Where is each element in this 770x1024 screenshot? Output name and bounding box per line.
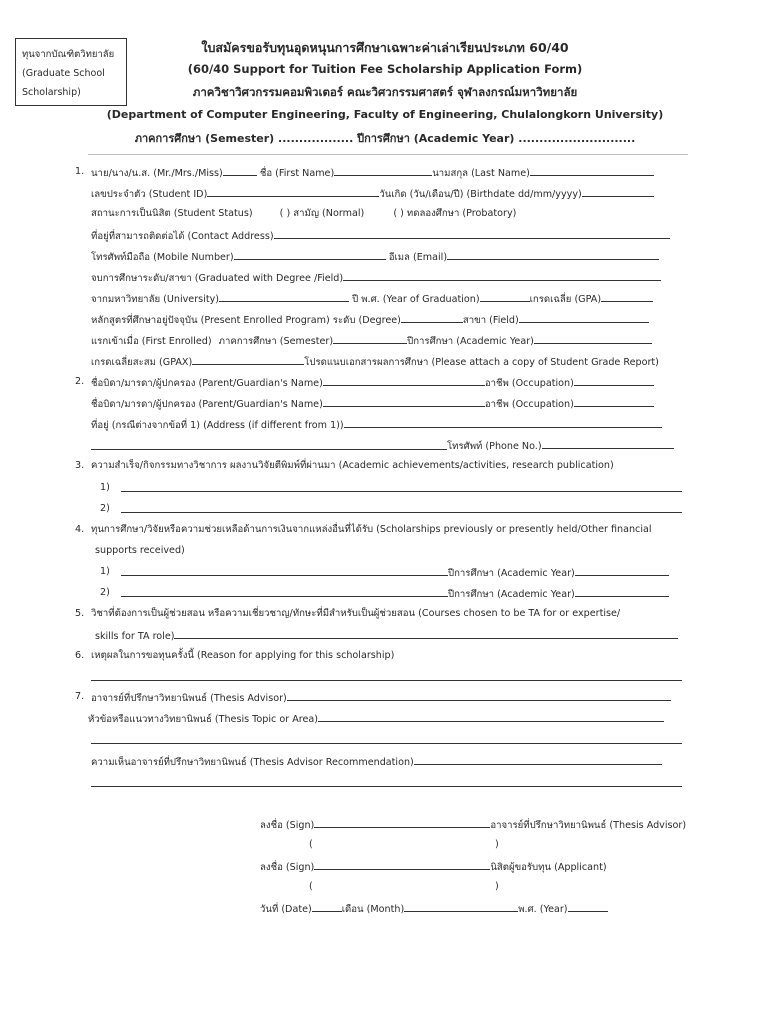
- birthdate-label: วันเกิด (วัน/เดือน/ปี) (Birthdate dd/mm/yyyy): [379, 189, 582, 200]
- ta-field[interactable]: [174, 629, 678, 639]
- last-name-label: นามสกุล (Last Name): [432, 168, 530, 179]
- scholarship-year-label: ปีการศึกษา (Academic Year): [448, 589, 575, 600]
- section-number: 4.: [75, 524, 85, 535]
- attach-note: โปรดแนบเอกสารผลการศึกษา (Please attach a copy of Student Grade Report): [304, 357, 659, 368]
- scholarship-year-row: [448, 587, 669, 599]
- advisor-field[interactable]: [287, 691, 671, 701]
- scholarship-year-field-1[interactable]: [575, 566, 669, 576]
- student-id-label: เลขประจำตัว (Student ID): [91, 189, 208, 200]
- parent2-row: [91, 397, 654, 409]
- program-row: [91, 313, 649, 325]
- section-number: 5.: [75, 608, 85, 619]
- mobile-label: โทรศัพท์มือถือ (Mobile Number): [91, 252, 234, 263]
- year-label: พ.ศ. (Year): [518, 904, 568, 915]
- paren-close: ): [495, 839, 499, 850]
- ta-title: วิชาที่ต้องการเป็นผู้ช่วยสอน หรือความเชี่ยวชาญ/ทักษะที่มีสำหรับเป็นผู้ช่วยสอน (Courses chosen to be TA for or expertise/: [91, 608, 621, 619]
- ta-title-cont: skills for TA role): [95, 631, 175, 642]
- academic-year-label: ปีการศึกษา (Academic Year): [357, 132, 515, 145]
- advisor-role-label: อาจารย์ที่ปรึกษาวิทยานิพนธ์ (Thesis Advisor): [490, 820, 687, 831]
- occupation2-field[interactable]: [574, 397, 654, 407]
- topic-row: [88, 712, 664, 724]
- sign-label: ลงชื่อ (Sign): [260, 862, 315, 873]
- sign-label: ลงชื่อ (Sign): [260, 820, 315, 831]
- program-label: หลักสูตรที่ศึกษาอยู่ปัจจุบัน (Present Enrolled Program): [91, 315, 330, 326]
- probatory-checkbox[interactable]: ( ) ทดลองศึกษา (Probatory): [393, 208, 517, 219]
- semester-line: [0, 129, 770, 147]
- advisor-row: [91, 691, 671, 703]
- student-id-field[interactable]: [207, 187, 379, 197]
- section-number: 3.: [75, 460, 85, 471]
- reason-title: เหตุผลในการขอทุนครั้งนี้ (Reason for applying for this scholarship): [91, 650, 395, 661]
- month-field[interactable]: [404, 902, 518, 912]
- university-label: จากมหาวิทยาลัย (University): [91, 294, 220, 305]
- semester-field[interactable]: ..................: [278, 132, 354, 145]
- achievement-number: 1): [100, 482, 110, 493]
- enrolled-semester-label: ภาคการศึกษา (Semester): [218, 336, 334, 347]
- section-number: 7.: [75, 691, 85, 702]
- scholarship-number: 2): [100, 587, 110, 598]
- paren-open: (: [309, 839, 313, 850]
- first-name-field[interactable]: [334, 166, 432, 176]
- achievement-field-1[interactable]: [121, 491, 682, 492]
- parent1-row: [91, 376, 654, 388]
- graduated-label: จบการศึกษาระดับ/สาขา (Graduated with Degree /Field): [91, 273, 344, 284]
- enrolled-year-label: ปีการศึกษา (Academic Year): [407, 336, 534, 347]
- last-name-field[interactable]: [530, 166, 654, 176]
- recommendation-label: ความเห็นอาจารย์ที่ปรึกษาวิทยานิพนธ์ (Thesis Advisor Recommendation): [91, 757, 414, 768]
- contact-row: [91, 250, 659, 262]
- degree-field[interactable]: [401, 313, 463, 323]
- enrolled-year-field[interactable]: [534, 334, 652, 344]
- gpax-label: เกรดเฉลี่ยสะสม (GPAX): [91, 357, 193, 368]
- scholarship-field-1[interactable]: [121, 575, 448, 576]
- year-field[interactable]: [568, 902, 608, 912]
- stamp-line: ทุนจากบัณฑิตวิทยาลัย: [22, 49, 115, 60]
- name-row: [91, 166, 654, 178]
- address-row: [91, 229, 670, 241]
- recommendation-field-line2[interactable]: [91, 786, 682, 787]
- university-field[interactable]: [219, 292, 349, 302]
- parent2-label: ชื่อบิดา/มารดา/ผู้ปกครอง (Parent/Guardian's Name): [91, 399, 323, 410]
- contact-address-field[interactable]: [274, 229, 670, 239]
- enrolled-row: [91, 334, 652, 346]
- parent-address-row: [91, 418, 662, 430]
- scholarships-title: ทุนการศึกษา/วิจัยหรือความช่วยเหลือด้านการเงินจากแหล่งอื่นที่ได้รับ (Scholarships previously or presently held/Other financial: [91, 524, 652, 535]
- achievements-title: ความสำเร็จ/กิจกรรมทางวิชาการ ผลงานวิจัยตีพิมพ์ที่ผ่านมา (Academic achievements/activities, research publication): [91, 460, 614, 471]
- parent1-label: ชื่อบิดา/มารดา/ผู้ปกครอง (Parent/Guardian's Name): [91, 378, 323, 389]
- form-title-english: (60/40 Support for Tuition Fee Scholarship Application Form): [187, 62, 583, 76]
- phone-row: [447, 439, 674, 451]
- stamp-line: (Graduate School: [22, 68, 105, 79]
- applicant-signature-field[interactable]: [314, 860, 490, 870]
- mobile-field[interactable]: [234, 250, 386, 260]
- parent2-field[interactable]: [323, 397, 485, 407]
- paren-close: ): [495, 881, 499, 892]
- department-english: (Department of Computer Engineering, Faculty of Engineering, Chulalongkorn University): [106, 108, 664, 121]
- email-field[interactable]: [447, 250, 659, 260]
- achievement-field-2[interactable]: [121, 512, 682, 513]
- header-divider: [88, 154, 688, 155]
- date-label: วันที่ (Date): [260, 904, 312, 915]
- scholarships-title-cont: supports received): [95, 545, 185, 556]
- topic-field-line2[interactable]: [91, 743, 682, 744]
- birthdate-field[interactable]: [582, 187, 654, 197]
- parent-address-label: ที่อยู่ (กรณีต่างจากข้อที่ 1) (Address (if different from 1)): [91, 420, 344, 431]
- scholarship-year-row: [448, 566, 669, 578]
- section-number: 6.: [75, 650, 85, 661]
- topic-field[interactable]: [318, 712, 664, 722]
- achievement-number: 2): [100, 503, 110, 514]
- parent1-field[interactable]: [323, 376, 485, 386]
- parent-address-line2[interactable]: [91, 449, 447, 450]
- stamp-line: Scholarship): [22, 87, 81, 98]
- advisor-signature-row: [260, 818, 686, 830]
- month-label: เดือน (Month): [341, 904, 405, 915]
- occupation2-label: อาชีพ (Occupation): [484, 399, 574, 410]
- id-row: [91, 187, 654, 199]
- academic-year-field[interactable]: ............................: [518, 132, 636, 145]
- gpax-row: [91, 355, 659, 367]
- gpax-field[interactable]: [192, 355, 304, 365]
- grad-year-label: ปี พ.ศ. (Year of Graduation): [352, 294, 480, 305]
- contact-address-label: ที่อยู่ที่สามารถติดต่อได้ (Contact Address): [91, 231, 274, 242]
- normal-checkbox[interactable]: ( ) สามัญ (Normal): [279, 208, 365, 219]
- first-name-label: ชื่อ (First Name): [259, 168, 335, 179]
- status-label: สถานะการเป็นนิสิต (Student Status): [91, 208, 253, 219]
- field-field[interactable]: [519, 313, 649, 323]
- field-label: สาขา (Field): [462, 315, 519, 326]
- applicant-signature-row: [260, 860, 607, 872]
- phone-field[interactable]: [542, 439, 674, 449]
- form-title-thai: ใบสมัครขอรับทุนอุดหนุนการศึกษาเฉพาะค่าเล่าเรียนประเภท 60/40: [201, 40, 569, 55]
- status-row: [91, 208, 516, 220]
- gpa-field[interactable]: [601, 292, 653, 302]
- scholarship-number: 1): [100, 566, 110, 577]
- date-row: [260, 902, 608, 914]
- graduated-field[interactable]: [343, 271, 661, 281]
- advisor-label: อาจารย์ที่ปรึกษาวิทยานิพนธ์ (Thesis Advisor): [91, 693, 287, 704]
- scholarship-year-label: ปีการศึกษา (Academic Year): [448, 568, 575, 579]
- recommendation-field[interactable]: [414, 755, 662, 765]
- paren-open: (: [309, 881, 313, 892]
- section-number: 2.: [75, 376, 85, 387]
- scholarship-year-field-2[interactable]: [575, 587, 669, 597]
- title-label: นาย/นาง/น.ส. (Mr./Mrs./Miss): [91, 168, 223, 179]
- department-thai: ภาควิชาวิศวกรรมคอมพิวเตอร์ คณะวิศวกรรมศาสตร์ จุฬาลงกรณ์มหาวิทยาลัย: [192, 85, 578, 99]
- gpa-label: เกรดเฉลี่ย (GPA): [529, 294, 602, 305]
- semester-label: ภาคการศึกษา (Semester): [134, 132, 275, 145]
- enrolled-semester-field[interactable]: [333, 334, 407, 344]
- university-row: [91, 292, 653, 304]
- grad-year-field[interactable]: [480, 292, 530, 302]
- topic-label: หัวข้อหรือแนวทางวิทยานิพนธ์ (Thesis Topic or Area): [88, 714, 319, 725]
- occupation1-field[interactable]: [574, 376, 654, 386]
- phone-label: โทรศัพท์ (Phone No.): [447, 441, 542, 452]
- scholarship-field-2[interactable]: [121, 596, 448, 597]
- title-field[interactable]: [223, 166, 257, 176]
- graduated-row: [91, 271, 661, 283]
- date-field[interactable]: [312, 902, 342, 912]
- applicant-role-label: นิสิตผู้ขอรับทุน (Applicant): [490, 862, 607, 873]
- ta-row: [95, 629, 678, 641]
- reason-field[interactable]: [91, 680, 682, 681]
- section-number: 1.: [75, 166, 85, 177]
- email-label: อีเมล (Email): [388, 252, 448, 263]
- parent-address-field[interactable]: [344, 418, 662, 428]
- first-enrolled-label: แรกเข้าเมื่อ (First Enrolled): [91, 336, 212, 347]
- occupation1-label: อาชีพ (Occupation): [484, 378, 574, 389]
- advisor-signature-field[interactable]: [314, 818, 490, 828]
- recommendation-row: [91, 755, 662, 767]
- degree-label: ระดับ (Degree): [332, 315, 401, 326]
